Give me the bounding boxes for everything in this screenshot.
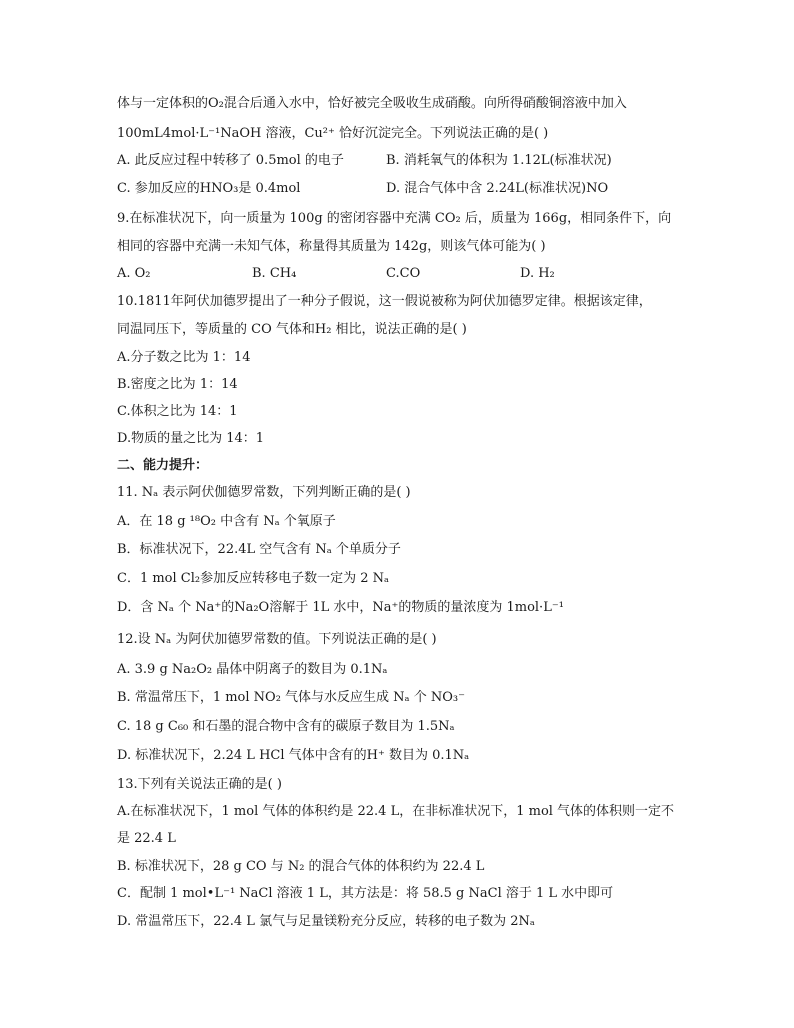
q8-option-b: B. 消耗氧气的体积为 1.12L(标准状况) xyxy=(386,153,612,168)
q11-option-d: D．含 Nₐ 个 Na⁺的Na₂O溶解于 1L 水中，Na⁺的物质的量浓度为 1mol·L⁻¹ xyxy=(117,600,564,615)
q10-stem-line1: 10.1811年阿伏加德罗提出了一种分子假说，这一假说被称为阿伏加德罗定律。根据该定律， xyxy=(117,294,652,309)
q10-option-b: B.密度之比为 1：14 xyxy=(117,377,238,392)
q12-option-d: D. 标准状况下，2.24 L HCl 气体中含有的H⁺ 数目为 0.1Nₐ xyxy=(117,748,470,763)
q8-option-d: D. 混合气体中含 2.24L(标准状况)NO xyxy=(386,181,609,196)
q8-option-a: A. 此反应过程中转移了 0.5mol 的电子 xyxy=(117,153,344,168)
q9-option-d: D. H₂ xyxy=(520,266,555,281)
q12-option-c: C. 18 g C₆₀ 和石墨的混合物中含有的碳原子数目为 1.5Nₐ xyxy=(117,719,455,734)
q13-stem: 13.下列有关说法正确的是( ) xyxy=(117,777,282,792)
q9-stem-line2: 相同的容器中充满一未知气体，称量得其质量为 142g，则该气体可能为( ) xyxy=(117,239,546,254)
q9-stem-line1: 9.在标准状况下，向一质量为 100g 的密闭容器中充满 CO₂ 后，质量为 166g，相同条件下，向 xyxy=(117,211,672,226)
q13-option-a-line1: A.在标准状况下，1 mol 气体的体积约是 22.4 L，在非标准状况下，1 mol 气体的体积则一定不 xyxy=(117,804,675,819)
q9-option-c: C.CO xyxy=(386,266,421,281)
q13-option-a-line2: 是 22.4 L xyxy=(117,831,176,846)
q10-option-c: C.体积之比为 14：1 xyxy=(117,404,238,419)
q12-option-b: B. 常温常压下，1 mol NO₂ 气体与水反应生成 Nₐ 个 NO₃⁻ xyxy=(117,690,465,705)
q10-option-a: A.分子数之比为 1：14 xyxy=(117,350,251,365)
q13-option-b: B. 标准状况下，28 g CO 与 N₂ 的混合气体的体积约为 22.4 L xyxy=(117,859,485,874)
q8-option-c: C. 参加反应的HNO₃是 0.4mol xyxy=(117,181,301,196)
q11-option-c: C．1 mol Cl₂参加反应转移电子数一定为 2 Nₐ xyxy=(117,571,390,586)
q13-option-d: D. 常温常压下，22.4 L 氯气与足量镁粉充分反应，转移的电子数为 2Nₐ xyxy=(117,914,535,929)
q9-option-a: A. O₂ xyxy=(117,266,151,281)
q8-stem-line2: 100mL4mol·L⁻¹NaOH 溶液，Cu²⁺ 恰好沉淀完全。下列说法正确的是( ) xyxy=(117,126,549,141)
q13-option-c: C．配制 1 mol•L⁻¹ NaCl 溶液 1 L，其方法是：将 58.5 g NaCl 溶于 1 L 水中即可 xyxy=(117,886,614,901)
q12-option-a: A. 3.9 g Na₂O₂ 晶体中阴离子的数目为 0.1Nₐ xyxy=(117,662,388,677)
q11-option-a: A．在 18 g ¹⁸O₂ 中含有 Nₐ 个氧原子 xyxy=(117,514,336,529)
q8-stem-line1: 体与一定体积的O₂混合后通入水中，恰好被完全吸收生成硝酸。向所得硝酸铜溶液中加入 xyxy=(117,96,627,111)
q10-option-d: D.物质的量之比为 14：1 xyxy=(117,431,265,446)
q10-stem-line2: 同温同压下，等质量的 CO 气体和H₂ 相比，说法正确的是( ) xyxy=(117,322,467,337)
q12-stem: 12.设 Nₐ 为阿伏加德罗常数的值。下列说法正确的是( ) xyxy=(117,632,437,647)
section-heading: 二、能力提升： xyxy=(117,458,209,473)
q11-stem: 11. Nₐ 表示阿伏伽德罗常数，下列判断正确的是( ) xyxy=(117,485,411,500)
q9-option-b: B. CH₄ xyxy=(252,266,297,281)
q11-option-b: B．标准状况下，22.4L 空气含有 Nₐ 个单质分子 xyxy=(117,542,401,557)
